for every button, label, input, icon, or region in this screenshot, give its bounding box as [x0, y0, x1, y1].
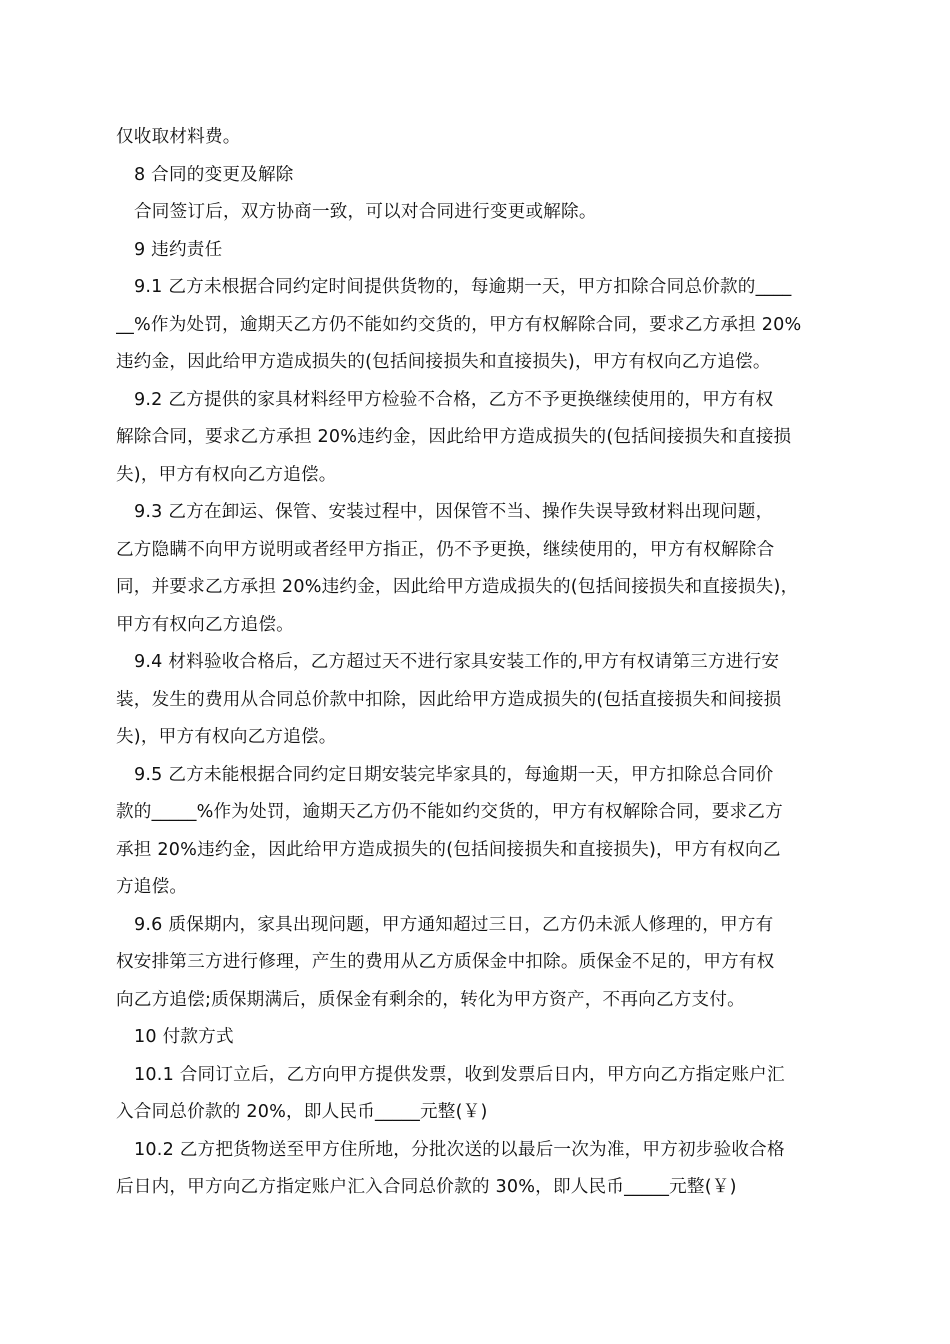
text-line: 10.2 乙方把货物送至甲方住所地，分批次送的以最后一次为准，甲方初步验收合格: [134, 1139, 785, 1160]
clause-9-3: [116, 494, 844, 644]
text-line: 9.2 乙方提供的家具材料经甲方检验不合格，乙方不予更换继续使用的，甲方有权: [134, 389, 774, 410]
text-line: 9.6 质保期内，家具出现问题，甲方通知超过三日，乙方仍未派人修理的，甲方有: [134, 914, 774, 935]
text-line: 同，并要求乙方承担 20%违约金，因此给甲方造成损失的(包括间接损失和直接损失)，: [116, 577, 799, 597]
text-line: 承担 20%违约金，因此给甲方造成损失的(包括间接损失和直接损失)，甲方有权向乙: [116, 839, 781, 860]
clause-10-2: [116, 1132, 844, 1207]
text-line: 9.5 乙方未能根据合同约定日期安装完毕家具的，每逾期一天，甲方扣除总合同价: [134, 764, 774, 785]
clause-10-1: [116, 1057, 844, 1132]
text-line: 款的_____%作为处罚，逾期天乙方仍不能如约交货的，甲方有权解除合同，要求乙方: [116, 802, 783, 822]
text-line: 向乙方追偿;质保期满后，质保金有剩余的，转化为甲方资产，不再向乙方支付。: [116, 989, 745, 1010]
text-line: 权安排第三方进行修理，产生的费用从乙方质保金中扣除。质保金不足的，甲方有权: [116, 952, 775, 972]
clause-9-2: [116, 382, 844, 495]
text-line: 甲方有权向乙方追偿。: [116, 614, 294, 635]
text-line: 解除合同，要求乙方承担 20%违约金，因此给甲方造成损失的(包括间接损失和直接损: [116, 427, 792, 447]
clause-9-6: [116, 907, 844, 1020]
text-line: 失)，甲方有权向乙方追偿。: [116, 727, 337, 747]
clause-9-1: [116, 269, 844, 382]
text-line: 装，发生的费用从合同总价款中扣除，因此给甲方造成损失的(包括直接损失和间接损: [116, 689, 782, 710]
heading-text: 9 违约责任: [134, 239, 223, 260]
text-line: 10.1 合同订立后，乙方向甲方提供发票，收到发票后日内，甲方向乙方指定账户汇: [134, 1064, 785, 1085]
text-line: 入合同总价款的 20%，即人民币_____元整(￥): [116, 1102, 488, 1122]
section-heading-10: [116, 1019, 844, 1057]
clause-9-5: [116, 757, 844, 907]
text-line: 9.3 乙方在卸运、保管、安装过程中，因保管不当、操作失误导致材料出现问题，: [134, 502, 774, 522]
document-body: [116, 119, 844, 1207]
text-line: 仅收取材料费。: [116, 127, 241, 147]
text-line: 9.1 乙方未根据合同约定时间提供货物的，每逾期一天，甲方扣除合同总价款的____: [134, 277, 792, 297]
text-line: 后日内，甲方向乙方指定账户汇入合同总价款的 30%，即人民币_____元整(￥): [116, 1177, 737, 1197]
text-line: 合同签订后，双方协商一致，可以对合同进行变更或解除。: [134, 202, 597, 222]
clause-9-4: [116, 644, 844, 757]
section-heading-9: [116, 232, 844, 270]
paragraph-contract-change: [116, 194, 844, 232]
text-line: 方追偿。: [116, 877, 188, 897]
text-line: 乙方隐瞒不向甲方说明或者经甲方指正，仍不予更换，继续使用的，甲方有权解除合: [116, 539, 775, 560]
text-line: 9.4 材料验收合格后，乙方超过天不进行家具安装工作的,甲方有权请第三方进行安: [134, 652, 780, 672]
text-line: 违约金，因此给甲方造成损失的(包括间接损失和直接损失)，甲方有权向乙方追偿。: [116, 352, 771, 372]
section-heading-8: [116, 157, 844, 195]
text-line: __%作为处罚，逾期天乙方仍不能如约交货的，甲方有权解除合同，要求乙方承担 20%: [116, 314, 802, 335]
paragraph-continuation: [116, 119, 844, 157]
heading-text: 10 付款方式: [134, 1027, 234, 1047]
heading-text: 8 合同的变更及解除: [134, 164, 294, 185]
text-line: 失)，甲方有权向乙方追偿。: [116, 464, 337, 485]
